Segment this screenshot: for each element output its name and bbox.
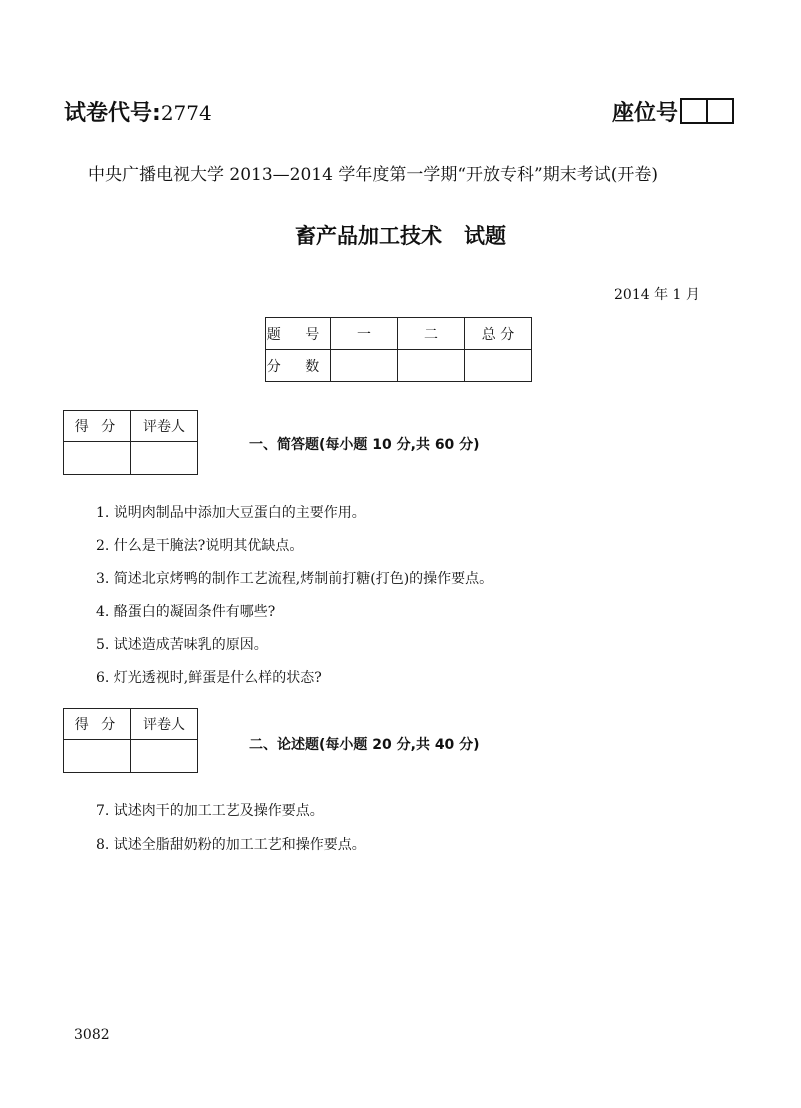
score-table-row-label: 题 号: [266, 318, 331, 350]
score-table-header-row: [266, 318, 532, 350]
score-entry-cell: [64, 442, 131, 475]
section-title: 一、简答题(每小题 10 分,共 60 分): [249, 437, 480, 453]
section-title: 二、论述题(每小题 20 分,共 40 分): [249, 737, 480, 753]
grader-entry-cell: [131, 740, 198, 773]
question-item: 6. 灯光透视时,鲜蛋是什么样的状态?: [96, 670, 322, 686]
seat-number-label: 座位号: [612, 101, 679, 126]
grader-label: 评卷人: [131, 411, 198, 442]
grader-box: [63, 708, 198, 773]
score-entry-cell: [64, 740, 131, 773]
score-table-col-total: 总 分: [465, 318, 532, 350]
exam-title: [0, 220, 801, 250]
seat-number-box: [708, 98, 734, 124]
exam-title-suffix: 试题: [464, 224, 506, 248]
grader-entry-cell: [131, 442, 198, 475]
question-item: 1. 说明肉制品中添加大豆蛋白的主要作用。: [96, 505, 366, 521]
exam-description: 中央广播电视大学 2013—2014 学年度第一学期“开放专科”期末考试(开卷): [88, 165, 658, 185]
paper-code: [64, 96, 212, 127]
grader-label: 评卷人: [131, 709, 198, 740]
question-item: 3. 简述北京烤鸭的制作工艺流程,烤制前打糖(打色)的操作要点。: [96, 571, 494, 587]
score-table-row-label: 分 数: [266, 350, 331, 382]
score-table-col-2: 二: [398, 318, 465, 350]
score-cell: [398, 350, 465, 382]
seat-number-boxes: [680, 98, 734, 124]
score-table-col-1: 一: [331, 318, 398, 350]
score-table: [265, 317, 532, 382]
score-cell: [331, 350, 398, 382]
score-label: 得 分: [64, 709, 131, 740]
question-item: 5. 试述造成苦味乳的原因。: [96, 637, 268, 653]
exam-date: 2014 年 1 月: [614, 287, 700, 303]
score-cell: [465, 350, 532, 382]
paper-code-value: 2774: [160, 101, 212, 125]
page-number: 3082: [74, 1027, 110, 1043]
exam-subject: 畜产品加工技术: [295, 224, 442, 248]
seat-number-box: [680, 98, 708, 124]
question-item: 7. 试述肉干的加工工艺及操作要点。: [96, 803, 324, 819]
question-item: 4. 酪蛋白的凝固条件有哪些?: [96, 604, 276, 620]
paper-code-label: 试卷代号:: [64, 101, 161, 126]
question-item: 2. 什么是干腌法?说明其优缺点。: [96, 538, 304, 554]
question-item: 8. 试述全脂甜奶粉的加工工艺和操作要点。: [96, 837, 366, 853]
grader-box: [63, 410, 198, 475]
score-table-score-row: [266, 350, 532, 382]
score-label: 得 分: [64, 411, 131, 442]
seat-number: [612, 96, 734, 127]
